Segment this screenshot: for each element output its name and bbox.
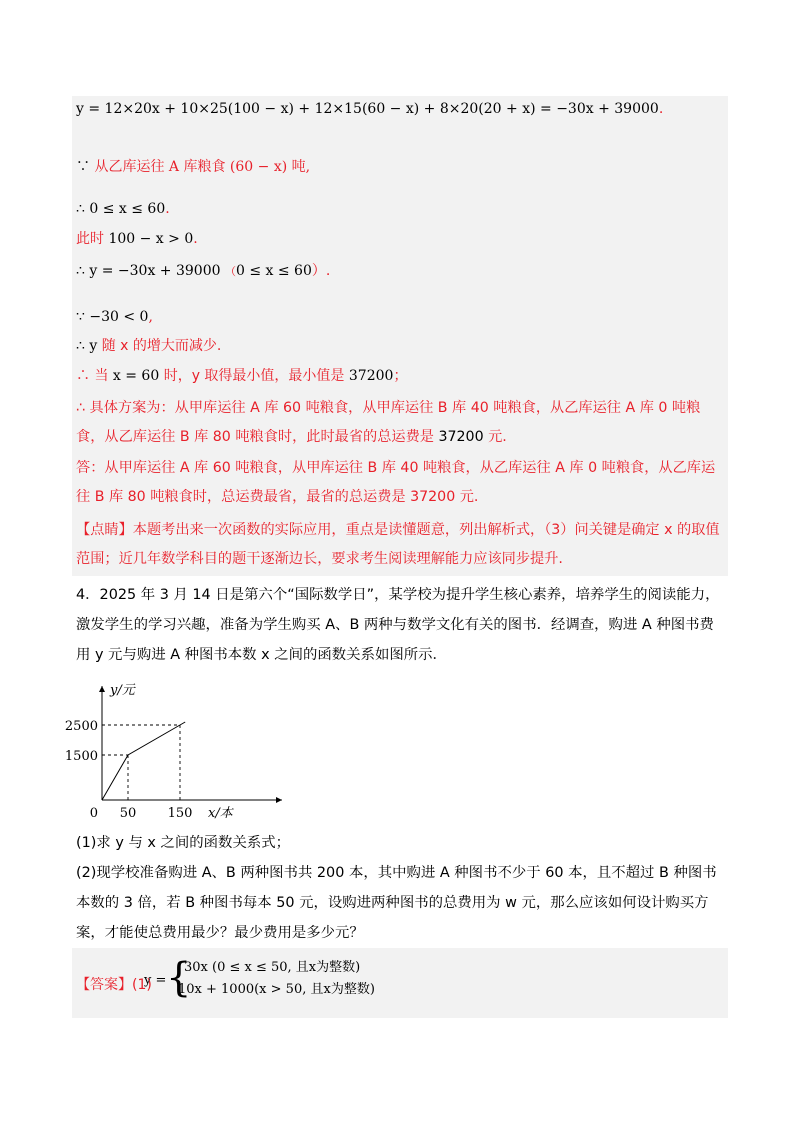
plan-text: ∴ 具体方案为：从甲库运往 A 库 60 吨粮食，从甲库运往 B 库 40 吨粮食，从乙库运往 A 库 0 吨粮食，从乙库运往 B 库 80 吨粮食时，此时最省的总运费是 [76,400,701,445]
answer-brace: { [166,955,192,1001]
equation-line [76,99,663,119]
condition-prefix: 此时 [76,231,109,247]
y-axis-label: y/元 [110,683,135,698]
range-line [76,199,170,219]
slope-text: ∵ −30 < 0 [76,309,149,325]
minimum-line [76,366,407,386]
answer-case-2: 10x + 1000(x > 50, 且x为整数) [178,982,375,997]
equation-text: y = 12×20x + 10×25(100 − x) + 12×15(60 − x) + 8×20(20 + x) = −30x + 39000 [76,101,659,117]
plan-tail: 元. [483,429,507,445]
function-line-series [102,722,185,800]
function-line [76,261,330,282]
y-tick-label-1: 2500 [64,719,98,734]
function-text: ∴ y = −30x + 39000 [76,263,221,279]
condition-text: 100 − x > 0 [108,231,194,247]
part-1-text: (1)求 y 与 x 之间的函数关系式； [76,835,291,851]
range-text: ∴ 0 ≤ x ≤ 60 [76,201,166,217]
function-domain: 0 ≤ x ≤ 60 [235,263,312,279]
slope-line [76,307,153,327]
condition-line [76,229,198,249]
plan-paragraph [76,394,722,452]
minimum-value: 37200 [348,368,394,384]
origin-label: 0 [89,806,98,821]
monotone-text: 随 x 的增大而减少. [101,338,222,354]
comment-paragraph: 【点睛】本题考出来一次函数的实际应用，重点是读懂题意，列出解析式，（3）问关键是确定 x 的取值范围；近几年数学科目的题干逐渐边长，要求考生阅读理解能力应该同步提升. [76,522,720,567]
function-chart [64,680,300,821]
equation-tail: . [658,101,664,117]
y-tick-label-0: 1500 [64,749,98,764]
monotone-line [76,336,221,356]
condition-tail: . [193,231,198,247]
x-tick-label-1: 150 [167,806,193,821]
range-tail: . [165,201,170,217]
answer-y-eq: y = [144,973,167,988]
answer-case-1: 30x (0 ≤ x ≤ 50, 且x为整数) [184,960,361,975]
x-tick-label-0: 50 [119,806,137,821]
function-paren-close: ）. [311,263,331,279]
monotone-prefix: ∴ y [76,338,102,354]
minimum-prefix: ∴ 当 [76,368,113,384]
function-paren-open: （ [224,265,236,278]
reason-text-1: 从乙库运往 A 库粮食 (60 − x) 吨, [94,159,311,175]
x-axis-label: x/本 [208,806,233,821]
minimum-tail: ； [393,368,408,384]
answer-paragraph: 答：从甲库运往 A 库 60 吨粮食，从甲库运往 B 库 40 吨粮食，从乙库运往 A 库 0 吨粮食，从乙库运往 B 库 80 吨粮食时，总运费最省，最省的总运费是 37200 元. [76,460,716,505]
plan-value: 37200 [438,429,484,445]
minimum-text: 时，y 取得最小值，最小值是 [159,368,349,384]
question-text: 4．2025 年 3 月 14 日是第六个“国际数学日”，某学校为提升学生核心素养，培养学生的阅读能力，激发学生的学习兴趣，准备为学生购买 A、B 两种与数学文化有关的图书．经调查，购进 A 种图书费用 y 元与购进 A 种图书本数 x 之间的函数关系如图所示． [76,587,720,663]
part-2-text: (2)现学校准备购进 A、B 两种图书共 200 本，其中购进 A 种图书不少于 60 本，且不超过 B 种图书本数的 3 倍，若 B 种图书每本 50 元，设购进两种图书的总费用为 w 元，那么应该如何设计购买方案，才能使总费用最少？最少费用是多少元？ [76,865,717,941]
minimum-x: x = 60 [112,368,160,384]
answer-label: 【答案】(1) [76,977,152,993]
slope-tail: , [148,309,153,325]
because-symbol: ∵ [76,159,95,175]
reason-line-1 [76,157,310,177]
